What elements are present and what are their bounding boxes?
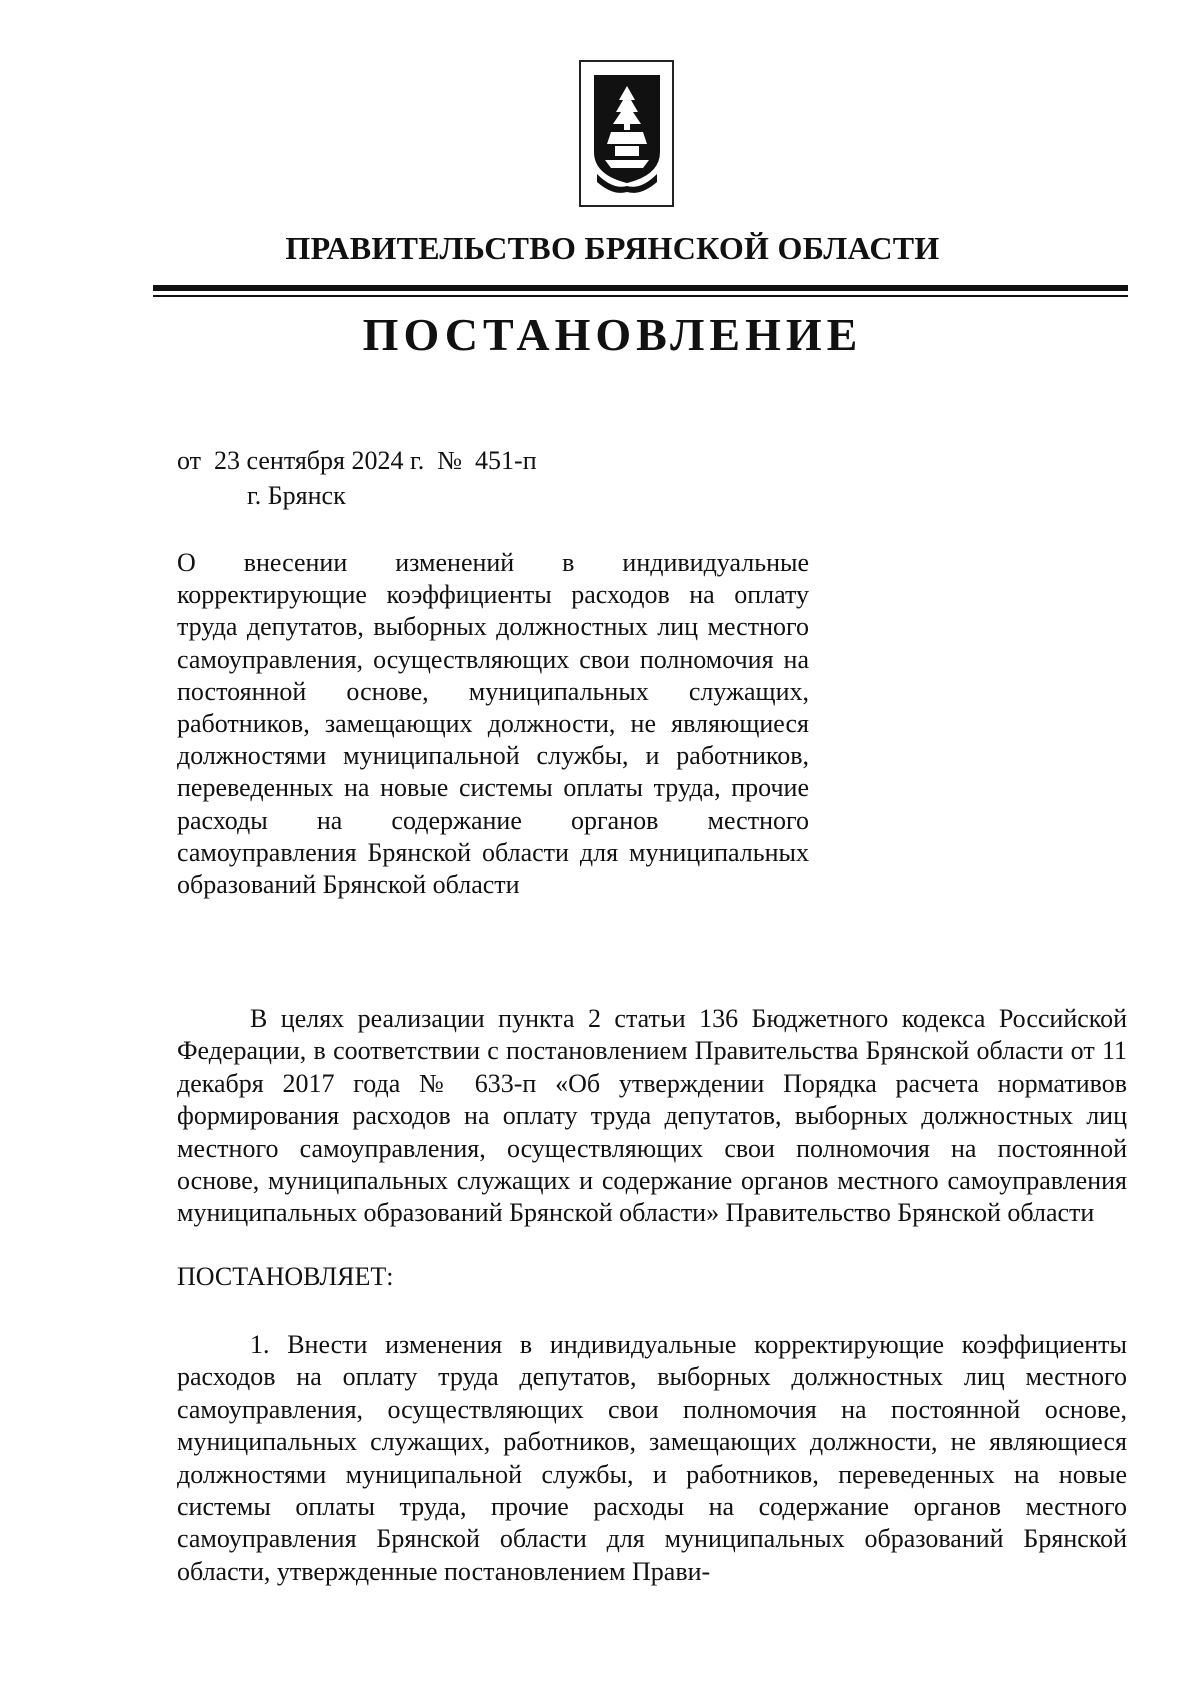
- preamble-paragraph: В целях реализации пункта 2 статьи 136 Бюджетного кодекса Российской Федерации, в соответствии с постановлением Правительства Брянской области от 11 декабря 2017 года № 633-п «Об утверждении Порядка расчета нормативов формирования расходов на оплату труда депутатов, выборных должностных лиц местного самоуправления, осуществляющих свои полномочия на постоянной основе, муниципальных служащих и содержание органов местного самоуправления муниципальных образований Брянской области» Правительство Брянской области: [177, 1004, 1127, 1228]
- date-number-line: от 23 сентября 2024 г. № 451-п: [177, 446, 537, 475]
- city-line: г. Брянск: [247, 481, 346, 510]
- header-divider-thin: [153, 295, 1128, 297]
- document-type-title: ПОСТАНОВЛЕНИЕ: [362, 309, 863, 360]
- emblem-frame: [579, 60, 674, 207]
- organization-title: ПРАВИТЕЛЬСТВО БРЯНСКОЙ ОБЛАСТИ: [285, 230, 940, 266]
- resolves-heading: ПОСТАНОВЛЯЕТ:: [177, 1262, 394, 1291]
- coat-of-arms-icon: [593, 74, 661, 196]
- header-divider-thick: [153, 285, 1128, 291]
- document-subject: О внесении изменений в индивидуальные корректирующие коэффициенты расходов на оплату труда депутатов, выборных должностных лиц местного самоуправления, осуществляющих свои полномочия на постоянной основе, муниципальных служащих, работников, замещающих должности, не являющиеся должностями муниципальной службы, и работников, переведенных на новые системы оплаты труда, прочие расходы на содержание органов местного самоуправления Брянской области для муниципальных образований Брянской области: [177, 548, 809, 900]
- item-1-paragraph: 1. Внести изменения в индивидуальные корректирующие коэффициенты расходов на оплату труда депутатов, выборных должностных лиц местного самоуправления, осуществляющих свои полномочия на постоянной основе, муниципальных служащих, работников, замещающих должности, не являющиеся должностями муниципальной службы, и работников, переведенных на новые системы оплаты труда, прочие расходы на содержание органов местного самоуправления Брянской области для муниципальных образований Брянской области, утвержденные постановлением Прави-: [177, 1330, 1127, 1586]
